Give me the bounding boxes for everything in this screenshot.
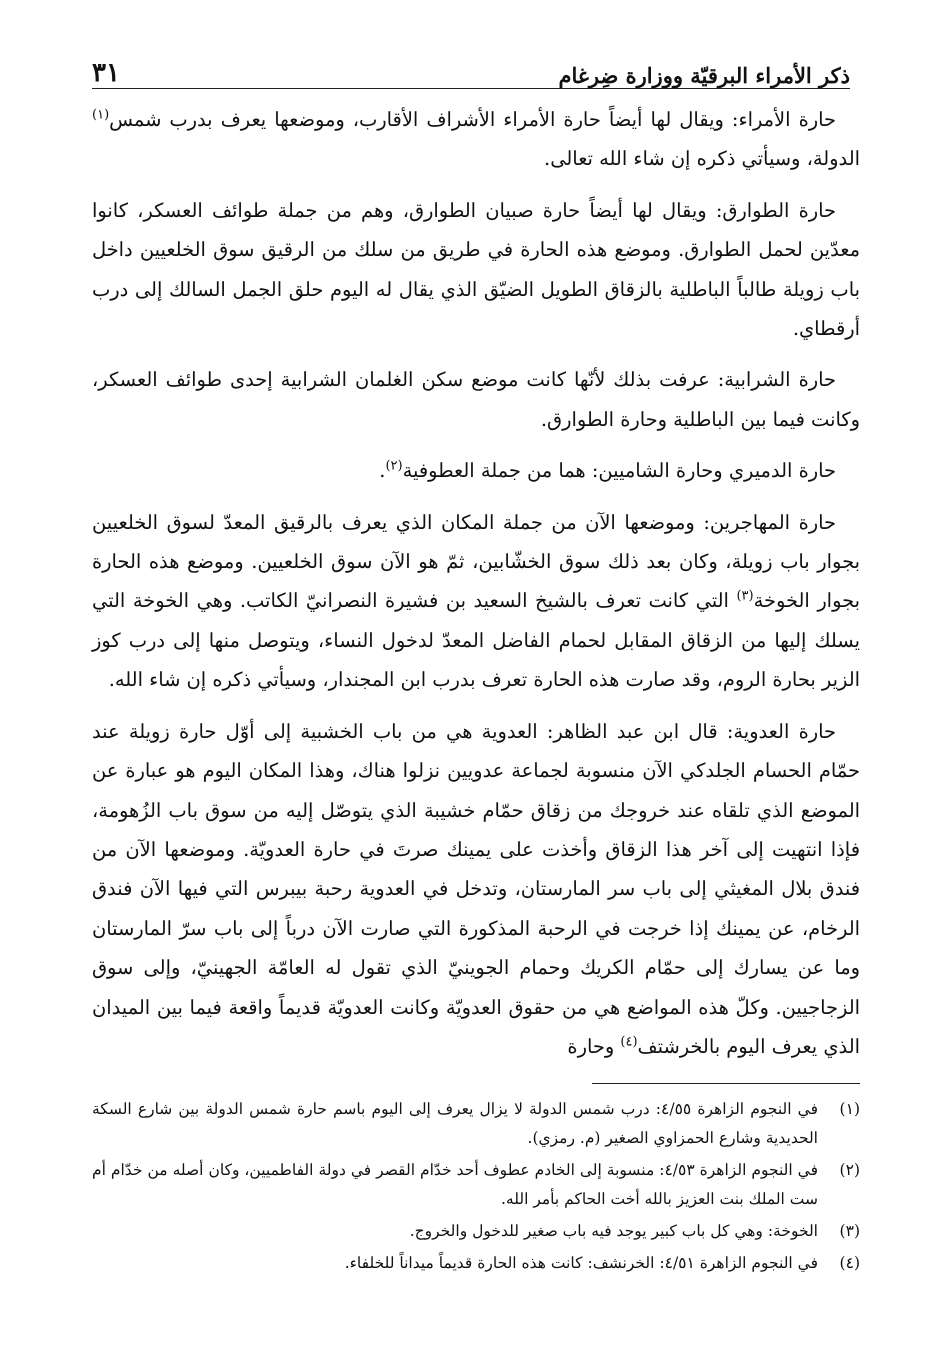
footnote [92,1095,860,1153]
footnote-text: في النجوم الزاهرة ٤/٥١: الخرنشف: كانت هذه الحارة قديماً ميداناً للخلفاء. [344,1254,818,1272]
footnote-rule [592,1083,860,1084]
running-header [92,38,850,88]
footnote-ref[interactable]: (٤) [620,1034,638,1050]
footnote-text: الخوخة: وهي كل باب كبير يوجد فيه باب صغير للدخول والخروج. [409,1222,818,1240]
footnote-ref[interactable]: (١) [92,107,110,123]
main-text [92,100,860,1078]
footnote [92,1217,860,1246]
paragraph-harat-al-sharabiya: حارة الشرابية: عرفت بذلك لأنّها كانت موضع سكن الغلمان الشرابية إحدى طوائف العسكر، وكانت فيما بين الباطلية وحارة الطوارق. [92,368,860,431]
footnote-number: (٤) [839,1254,860,1272]
footnote-ref[interactable]: (٢) [385,458,403,474]
paragraph-harat-al-dumayri: حارة الدميري وحارة الشاميين: هما من جملة العطوفية$^{(٢)}$. [379,458,836,483]
paragraph-harat-al-umara: حارة الأمراء: ويقال لها أيضاً حارة الأمراء الأشراف الأقارب، وموضعها يعرف بدرب شمس$^{(١)}$ الدولة، وسيأتي ذكره إن شاء الله تعالى. [92,107,860,171]
footnote-ref[interactable]: (٣) [736,589,754,604]
paragraph-harat-al-muhajirin: حارة المهاجرين: وموضعها الآن من جملة المكان الذي يعرف بالرقيق المعدّ لسوق الخلعيين بجوار باب زويلة، وكان بعد ذلك سوق الخشّابين، ثمّ هو الآن سوق الخلعيين. وموضع هذه الحارة بجوار الخوخة$^{(٣)}$ التي كانت تعرف بالشيخ السعيد بن فشيرة النصرانيّ الكاتب. وهي الخوخة التي يسلك إليها من الزقاق المقابل لحمام الفاضل المعدّ لدخول النساء، ويتوصل منها إلى درب كوز الزير بحارة الروم، وقد صارت هذه الحارة تعرف بدرب ابن المجندار، وسيأتي ذكره إن شاء الله. [92,510,860,692]
chapter-title: ذكر الأمراء البرقيّة ووزارة ضِرغام [558,63,850,88]
footnote-number: (١) [839,1100,860,1118]
paragraph-harat-al-tawariq: حارة الطوارق: ويقال لها أيضاً حارة صبيان الطوارق، وهم من جملة طوائف العسكر، كانوا معدّين لحمل الطوارق. وموضع هذه الحارة في طريق من سلك من الرقيق سوق الخلعيين داخل باب زويلة طالباً الباطلية بالزقاق الطويل الضيّق الذي يقال له اليوم حلق الجمل السالك إلى درب أرقطاي. [92,198,860,341]
page-number: ٣١ [92,58,120,88]
footnote [92,1156,860,1214]
footnote-text: في النجوم الزاهرة ٤/٥٣: منسوبة إلى الخادم عطوف أحد خدّام القصر في دولة الفاطميين، وكان أصله من خدّام أم ست الملك بنت العزيز بالله أخت الحاكم بأمر الله. [92,1161,818,1208]
footnote [92,1249,860,1278]
footnotes [92,1095,860,1281]
footnote-number: (٢) [839,1161,860,1179]
footnote-text: في النجوم الزاهرة ٤/٥٥: درب شمس الدولة لا يزال يعرف إلى اليوم باسم حارة شمس الدولة بين شارع السكة الحديدية وشارع الحمزاوي الصغير (م. رمزي). [92,1100,818,1147]
paragraph-harat-al-adawiya: حارة العدوية: قال ابن عبد الظاهر: العدوية هي من باب الخشبية إلى أوّل حارة زويلة عند حمّام الحسام الجلدكي الآن منسوبة لجماعة عدويين نزلوا هناك، وهذا المكان اليوم هو عبارة عن الموضع الذي تلقاه عند خروجك من زقاق حمّام خشيبة الذي يتوصّل إليه من سوق باب الزُهومة، فإذا انتهيت إلى آخر هذا الزقاق وأخذت على يمينك صرتَ في حارة العدويّة. وموضعها الآن من فندق بلال المغيثي إلى باب سر المارستان، وتدخل في العدوية رحبة بيبرس التي فيها الآن فندق الرخام، عن يمينك إذا خرجت في الرحبة المذكورة التي صارت الآن درباً إلى باب سرّ المارستان وما عن يسارك إلى حمّام الكريك وحمام الجوينيّ الذي تقول له العامّة الجهينيّ، وإلى سوق الزجاجيين. وكلّ هذه المواضع هي من حقوق العدويّة وكانت العدويّة قديماً واقعة فيما بين الميدان الذي يعرف اليوم بالخرشتف$^{(٤)}$ وحارة [92,719,860,1058]
footnote-number: (٣) [839,1222,860,1240]
header-rule [92,88,850,89]
